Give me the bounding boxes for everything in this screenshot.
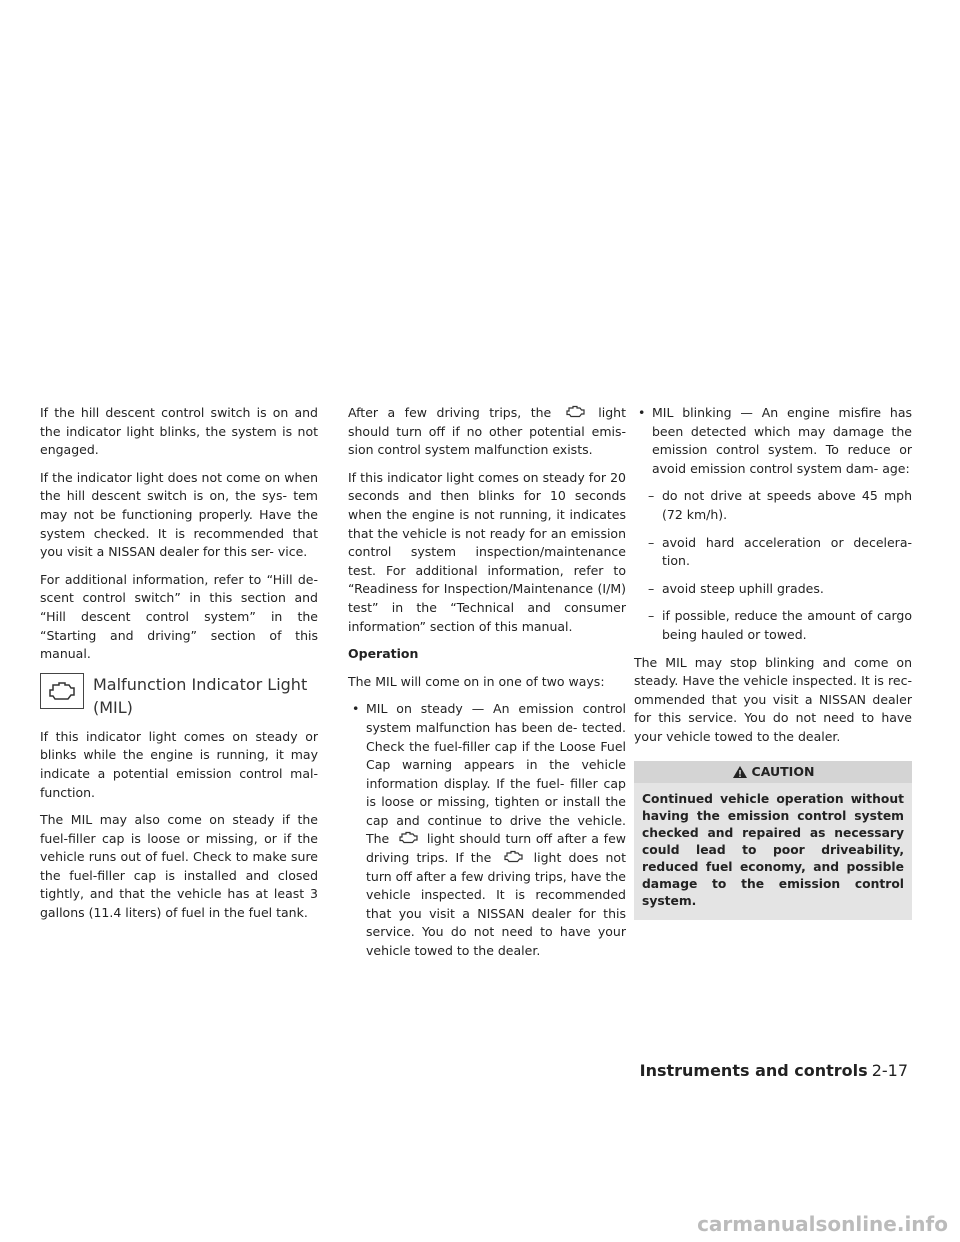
engine-outline-icon xyxy=(397,831,419,844)
bullet-mark: • xyxy=(638,405,646,420)
column-2 xyxy=(348,404,626,970)
column-1 xyxy=(40,404,318,932)
sub-list-item: – avoid steep uphill grades. xyxy=(634,580,912,599)
dash-mark: – xyxy=(648,608,655,624)
dash-mark: – xyxy=(648,488,655,504)
paragraph: After a few driving trips, the light should turn off if no other potential emis- sion control system malfunction exists. xyxy=(348,405,626,458)
paragraph: The MIL will come on in one of two ways: xyxy=(348,673,605,689)
paragraph: For additional information, refer to “Hill de- scent control switch” in this section and “Hill descent control system” in the “Starting and driving” section of this manual. xyxy=(40,571,318,662)
section-title: Malfunction Indicator Light (MIL) xyxy=(93,674,308,717)
watermark: carmanualsonline.info xyxy=(697,1212,948,1236)
engine-outline-icon xyxy=(40,673,84,709)
paragraph: If the hill descent control switch is on and the indicator light blinks, the system is not engaged. xyxy=(40,405,318,458)
list-item: • MIL on steady — An emission control system malfunction has been de- tected. Check the fuel-filler cap if the Loose Fuel Cap warning appears in the vehicle information display. If the fuel- filler cap is loose or missing, tighten or install the cap and continue to drive the vehicle. The light should turn off after a few driving trips. If the light does not turn off after a few driving trips, have the vehicle inspected. It is recommended that you visit a NISSAN dealer for this service. You do not need to have your vehicle towed to the dealer. xyxy=(348,700,626,960)
mil-section-heading xyxy=(40,673,318,719)
sub-list-item: – if possible, reduce the amount of cargo being hauled or towed. xyxy=(634,607,912,644)
caution-text: Continued vehicle operation without having the emission control system checked and repaired as necessary could lead to poor driveability, reduced fuel economy, and possible damage to the emission control system. xyxy=(642,791,904,908)
footer-section-title: Instruments and controls xyxy=(639,1061,868,1080)
dash-mark: – xyxy=(648,580,655,596)
bullet-mark: • xyxy=(352,701,360,717)
caution-title: CAUTION xyxy=(751,763,815,779)
paragraph: The MIL may also come on steady if the fuel-filler cap is loose or missing, or if the vehicle runs out of fuel. Check to make sure the fuel-filler cap is installed and closed tightly, and that the vehicle has at least 3 gallons (11.4 liters) of fuel in the fuel tank. xyxy=(40,812,318,921)
paragraph: If this indicator light comes on steady for 20 seconds and then blinks for 10 seconds when the engine is not running, it indicates that the vehicle is not ready for an emission control system inspection/maintenance test. For additional information, refer to “Readiness for Inspection/Maintenance (I/M) test” in the “Technical and consumer information” section of this manual. xyxy=(348,469,626,634)
paragraph: If the indicator light does not come on when the hill descent switch is on, the sys- tem may not be functioning properly. Have the system checked. It is recommended that you visit a NISSAN dealer for this ser- vice. xyxy=(40,469,318,560)
sub-list-item: – do not drive at speeds above 45 mph (72 km/h). xyxy=(634,487,912,524)
page-number: 2-17 xyxy=(871,1061,908,1080)
dash-mark: – xyxy=(648,534,655,550)
list-item: • MIL blinking — An engine misfire has been detected which may damage the emission control system. To reduce or avoid emission control system dam- age: xyxy=(634,404,912,478)
sub-list-item: – avoid hard acceleration or decelera- tion. xyxy=(634,534,912,571)
subheading-operation: Operation xyxy=(348,646,419,662)
paragraph: The MIL may stop blinking and come on steady. Have the vehicle inspected. It is rec- ommended that you visit a NISSAN dealer for this service. You do not need to have your vehicle towed to the dealer. xyxy=(634,654,912,744)
column-3 xyxy=(634,404,912,920)
paragraph: If this indicator light comes on steady or blinks while the engine is running, it may indicate a potential emission control mal- function. xyxy=(40,728,318,800)
caution-header xyxy=(634,761,912,783)
engine-outline-icon xyxy=(502,850,524,863)
warning-triangle-icon xyxy=(732,765,748,779)
caution-box xyxy=(634,761,912,920)
page-footer xyxy=(640,1061,908,1080)
engine-outline-icon xyxy=(564,405,586,418)
